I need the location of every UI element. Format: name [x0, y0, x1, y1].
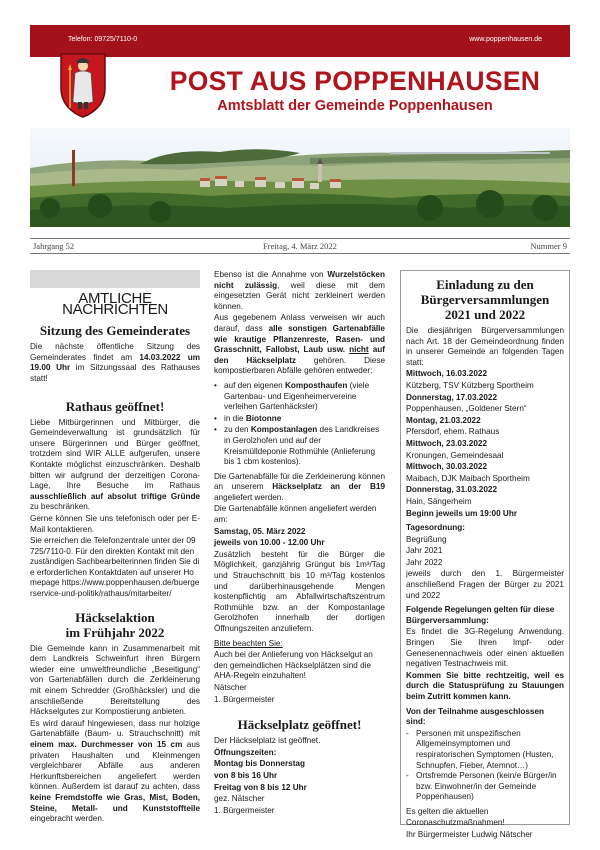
meeting-date: Donnerstag, 17.03.2022	[406, 392, 498, 402]
municipal-crest-icon	[58, 52, 108, 118]
opening-hours-1: Montag bis Donnerstag	[214, 759, 305, 769]
header-phone: Telefon: 09725/7110-0	[68, 36, 138, 43]
rathaus-paragraph-2: Gerne können Sie uns telefonisch oder per E-Mail kontaktieren.	[30, 513, 200, 534]
invitation-intro: Die diesjährigen Bürgerversammlungen nach Art. 18 der Gemeindeordnung finden in unserer Gemeinde an folgenden Tagen statt:	[406, 326, 564, 367]
haeckselplatz-signature: gez. Nätscher	[214, 794, 265, 804]
meeting-date: Mittwoch, 23.03.2022	[406, 438, 487, 448]
agenda-item: Jahr 2022	[406, 557, 443, 567]
col2-paragraph-1: Ebenso ist die Annahme von Wurzelstöcken nicht zulässig, weil diese mit dem eingesetzten Gerät nicht zerkleinert werden können.	[214, 270, 385, 311]
haecksel-paragraph-2: Es wird darauf hingewiesen, dass nur holzige Gartenabfälle (Baum- u. Strauchschnitt) mit einem max. Durchmesser von 15 cm aus privaten Haushalten und Kleinmengen vergleichbarer Abfälle aus anderen Herkunftsbereichen angeliefert werden können. Außerdem ist darauf zu achten, dass keine Fremdstoffe wie Gras, Mist, Boden, Steine, Metall- und Kunststoffteile eingebracht werden.	[30, 718, 200, 824]
list-item: - Personen mit unspezifischen Allgemeinsymptomen und respiratorischen Symptomen (Husten, Schnupfen, Fieber, Atemnot…)	[406, 729, 564, 771]
delivery-time: jeweils von 10.00 - 12.00 Uhr	[214, 538, 325, 548]
list-item: • in die Biotonne	[214, 414, 385, 425]
agenda-item: Begrüßung	[406, 534, 447, 544]
invitation-box	[400, 270, 570, 840]
list-item: - Ortsfremde Personen (kein/e Bürger/in bzw. Einwohner/in der Gemeinde Poppenhausen)	[406, 771, 564, 803]
masthead-subtitle: Amtsblatt der Gemeinde Poppenhausen	[217, 98, 493, 114]
meeting-place: Maibach, DJK Maibach Sportheim	[406, 473, 530, 483]
col2-paragraph-3: Die Gartenabfälle für die Zerkleinerung können an unserem Häckselplatz an der B19 angeliefert werden.	[214, 471, 386, 502]
meeting-place: Kützberg, TSV Kützberg Sportheim	[406, 380, 534, 390]
list-item: • auf den eigenen Komposthaufen (viele Gartenbau- und Eigenheimervereine verleihen Gartenhäcksler)	[214, 381, 385, 413]
opening-hours-3: Freitag von 8 bis 12 Uhr	[214, 782, 307, 792]
rules-text: Es findet die 3G-Regelung Anwendung. Bringen Sie Ihren Impf- oder Genesenennachweis oder einen aktuellen negativen Testnachweis mit.	[406, 627, 564, 669]
masthead-title: POST AUS POPPENHAUSEN	[169, 66, 541, 96]
meeting-date: Mittwoch, 30.03.2022	[406, 462, 487, 472]
meeting-date: Donnerstag, 31.03.2022	[406, 485, 498, 495]
column-2	[214, 270, 385, 817]
meeting-place: Kronungen, Gemeindesaal	[406, 450, 504, 460]
col2-paragraph-4: Die Gartenabfälle können angeliefert werden am:	[214, 504, 377, 525]
column-1	[30, 270, 200, 826]
meeting-date: Mittwoch, 16.03.2022	[406, 369, 487, 379]
landscape-photo	[30, 128, 570, 227]
haeckselplatz-signature-role: 1. Bürgermeister	[214, 805, 275, 815]
meeting-time: Beginn jeweils um 19:00 Uhr	[406, 508, 518, 518]
signature-name: Nätscher	[214, 682, 247, 692]
column-3	[400, 270, 570, 840]
opening-hours-2: von 8 bis 16 Uhr	[214, 770, 278, 780]
signature-role: 1. Bürgermeister	[214, 694, 275, 704]
opening-hours-label: Öffnungszeiten:	[214, 747, 277, 757]
header-bar	[30, 25, 570, 57]
note-text: Auch bei der Anlieferung von Häckselgut an den gemeindlichen Häckselplätzen sind die AHA-Regeln einzuhalten!	[214, 650, 373, 681]
issue-info-line	[30, 238, 570, 254]
haeckselplatz-open: Der Häckselplatz ist geöffnet.	[214, 736, 321, 746]
header-website-link[interactable]: www.poppenhausen.de	[469, 36, 542, 43]
excluded-list	[406, 729, 564, 803]
article-title-sitzung: Sitzung des Gemeinderates	[39, 323, 191, 339]
closing-note: Es gelten die aktuellen Coronaschutzmaßnahmen!	[406, 806, 505, 827]
excluded-title: Von der Teilnahme ausgeschlossen sind:	[406, 706, 545, 727]
issue-date: Freitag, 4. März 2022	[263, 241, 337, 251]
col2-paragraph-2: Aus gegebenem Anlass verweisen wir auch darauf, dass alle sonstigen Gartenabfälle wie krautige Pflanzenreste, Rasen- und Grasschnitt, Fallobst, Laub usw. nicht auf den Häckselplatz gehören. Diese kompostierbaren Abfälle gehören entweder:	[214, 313, 386, 376]
mayor-signature: Ihr Bürgermeister Ludwig Nätscher	[406, 830, 533, 840]
arrive-early-note: Kommen Sie bitte rechtzeitig, weil es durch die Statusprüfung zu Stauungen beim Zutritt kommen kann.	[406, 670, 564, 701]
meeting-date: Montag, 21.03.2022	[406, 415, 481, 425]
article-title-haecksel: Häckselaktion im Frühjahr 2022	[65, 609, 165, 640]
haecksel-paragraph-1: Die Gemeinde kann in Zusammenarbeit mit dem Landkreis Schweinfurt ihren Bürgern wieder eine umweltfreundliche „Beseitigung“ von Gartenabfällen durch die Zerkleinerung mit einem Schredder (Großhäcksler) und die anschließende Bereitstellung des Häckselgutes zur Kompostierung anbieten.	[30, 643, 200, 717]
agenda-item: jeweils durch den 1. Bürgermeister anschließend Fragen der Bürger zu 2021 und 2022	[406, 569, 564, 600]
meeting-place: Hain, Sängerheim	[406, 496, 472, 506]
article-title-haeckselplatz: Häckselplatz geöffnet!	[237, 717, 362, 733]
delivery-date: Samstag, 05. März 2022	[214, 526, 306, 536]
compost-options-list	[214, 381, 385, 468]
article-title-rathaus: Rathaus geöffnet!	[65, 398, 165, 414]
meeting-list	[406, 369, 564, 507]
meeting-place: Poppenhausen, „Goldener Stern“	[406, 404, 527, 414]
col2-paragraph-5: Zusätzlich besteht für die Bürger die Möglichkeit, ganzjährig Grüngut bis 1m³/Tag und Strauchschnitt bis 10 m³/Tag kostenlos und darüberhinausgehende Mengen kostenpflichtig am Abfallwirtschaftszentrum Rothmühle bzw. an der Kompostanlage Gerolzhofen innerhalb der dortigen Öffnungszeiten anzuliefern.	[214, 549, 385, 633]
list-item: • zu den Kompostanlagen des Landkreises in Gerolzhofen und auf der Kreismülldeponie Rothmühle (Anlieferung bis 1 cbm kostenlos).	[214, 425, 385, 467]
issue-number: Nummer 9	[530, 241, 567, 251]
rathaus-paragraph-3: Sie erreichen die Telefonzentrale unter der 09725/7110-0. Für den direkten Kontakt mit den zuständigen Sachbearbeiterinnen finden Sie die erforderlichen Kontaktdaten auf unserer Homepage https://www.poppenhausen.de/buergerservice-und-politik/rathaus/mitarbeiter/	[30, 536, 200, 599]
rathaus-paragraph-1: Liebe Mitbürgerinnen und Mitbürger, die Gemeindeverwaltung ist grundsätzlich für unsere Bürgerinnen und Bürger geöffnet, trotzdem sind WIR ALLE aufgerufen, unsere Kontakte möglichst einzuschränken. Deshalb bitten wir aufgrund der derzeitigen Corona-Lage, Ihre Besuche im Rathaus ausschließlich auf absolut triftige Gründe zu beschränken.	[30, 417, 200, 512]
issue-volume: Jahrgang 52	[33, 241, 75, 251]
section-heading: AMTLICHE NACHRICHTEN	[62, 290, 168, 318]
note-label: Bitte beachten Sie:	[214, 638, 283, 648]
agenda-item: Jahr 2021	[406, 546, 443, 556]
invitation-title: Einladung zu den Bürgerversammlungen 2021 und 2022	[420, 277, 550, 322]
sitzung-text: Die nächste öffentliche Sitzung des Gemeinderates findet am 14.03.2022 um 19.00 Uhr im Sitzungssaal des Rathauses statt!	[30, 342, 200, 383]
meeting-place: Pfersdorf, ehem. Rathaus	[406, 427, 500, 437]
agenda-label: Tagesordnung:	[406, 523, 465, 533]
section-rubric-bar	[30, 270, 200, 288]
rules-title: Folgende Regelungen gelten für diese Bürgerversammlung:	[406, 605, 555, 625]
